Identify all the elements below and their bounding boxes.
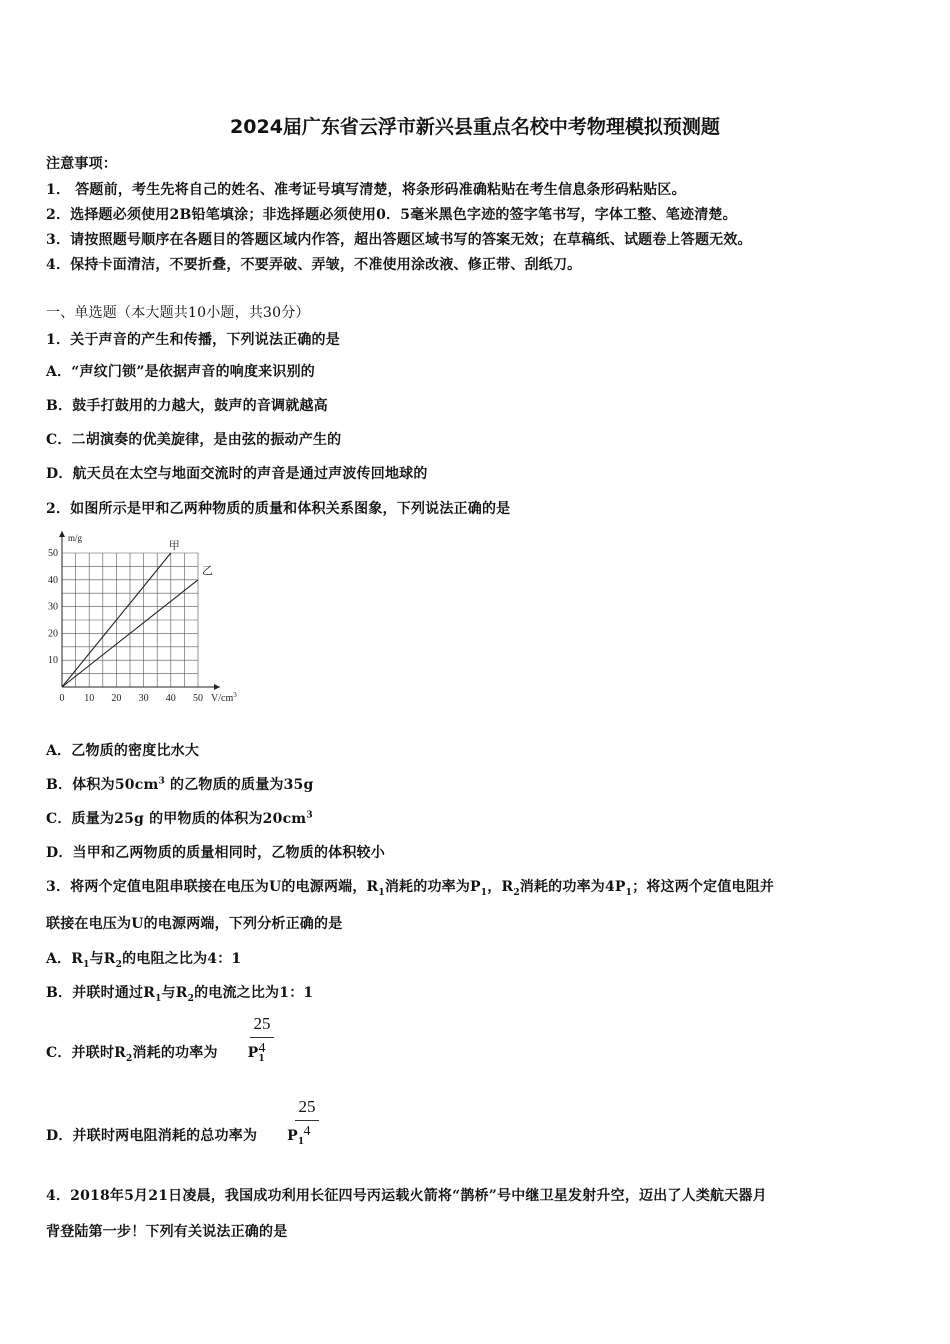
q3-a-mid: 与R <box>89 951 116 967</box>
q3-c-post: 消耗的功率为 <box>132 1045 218 1061</box>
q3-s1b: 消耗的功率为P <box>384 879 481 895</box>
notice-item-1: 1． 答题前，考生先将自己的姓名、准考证号填写清楚，将条形码准确粘贴在考生信息条形码粘贴区。 <box>46 182 686 198</box>
q3-b-post: 的电流之比为1：1 <box>194 985 314 1001</box>
q3-a-sub2: 2 <box>115 959 123 970</box>
q3-s1c: ，R <box>487 879 514 895</box>
q1-option-b: B．鼓手打鼓用的力越大，鼓声的音调就越高 <box>46 398 328 414</box>
q3-c-fraction <box>250 1014 274 1057</box>
y-axis-arrow <box>59 531 65 537</box>
x-tick-label: 40 <box>165 693 176 704</box>
q3-d-pre: D．并联时两电阻消耗的总功率为 <box>46 1128 258 1144</box>
notice-heading: 注意事项： <box>46 156 117 172</box>
q1-option-d: D．航天员在太空与地面交流时的声音是通过声波传回地球的 <box>46 466 428 482</box>
q3-c-frac-den: 4 <box>258 1041 266 1056</box>
y-tick-label: 10 <box>48 655 58 667</box>
q3-b-sub1: 1 <box>155 993 162 1004</box>
q2-option-b-pre: B．体积为50cm <box>46 777 159 793</box>
q3-s1d: 消耗的功率为4P <box>519 879 626 895</box>
q3-stem-line2: 联接在电压为U的电源两端，下列分析正确的是 <box>46 916 343 932</box>
section-heading: 一、单选题（本大题共10小题，共30分） <box>46 305 310 321</box>
q3-c-sub: 2 <box>125 1053 133 1064</box>
q2-option-b-sup: 3 <box>158 776 165 787</box>
q1-stem: 1．关于声音的产生和传播，下列说法正确的是 <box>46 332 340 348</box>
q2-option-a: A．乙物质的密度比水大 <box>46 743 200 759</box>
q3-b-sub2: 2 <box>187 993 195 1004</box>
y-tick-label: 40 <box>48 574 58 586</box>
q3-stem-line1 <box>46 876 774 896</box>
q3-b-mid: 与R <box>161 985 188 1001</box>
x-tick-label: 20 <box>111 693 122 704</box>
q3-c-pre: C．并联时R <box>46 1045 126 1061</box>
q3-s1a: 3．将两个定值电阻串联接在电压为U的电源两端，R <box>46 879 379 895</box>
page-title: 2024届广东省云浮市新兴县重点名校中考物理模拟预测题 <box>230 116 720 138</box>
q3-s1-sub4: 1 <box>625 887 633 898</box>
q3-a-pre: A．R <box>46 951 84 967</box>
q3-d-psub: 1 <box>297 1136 305 1147</box>
x-axis-label: $V/cm^3$ <box>211 691 237 704</box>
q3-option-d <box>46 1125 304 1145</box>
q2-option-b <box>46 774 313 794</box>
q3-d-frac-den: 4 <box>303 1124 311 1139</box>
q2-option-b-post: 的乙物质的质量为35g <box>164 777 314 793</box>
q2-stem: 2．如图所示是甲和乙两种物质的质量和体积关系图象，下列说法正确的是 <box>46 501 511 517</box>
q2-option-c-sup: 3 <box>306 810 313 821</box>
x-tick-label: 10 <box>84 693 95 704</box>
q3-c-frac-bar <box>250 1037 274 1038</box>
q3-s1e: ；将这两个定值电阻并 <box>632 879 775 895</box>
q3-a-sub1: 1 <box>83 959 90 970</box>
x-tick-label: 0 <box>59 693 65 704</box>
q3-option-a <box>46 948 241 968</box>
q1-option-a: A．“声纹门锁”是依据声音的响度来识别的 <box>46 364 315 380</box>
y-axis-label: m/g <box>68 533 83 543</box>
q2-option-c-pre: C．质量为25g 的甲物质的体积为20cm <box>46 811 307 827</box>
q3-c-frac-num: 25 <box>253 1014 271 1033</box>
q3-option-b <box>46 982 313 1002</box>
q3-s1-sub2: 1 <box>480 887 488 898</box>
q4-stem-line1: 4．2018年5月21日凌晨，我国成功利用长征四号丙运载火箭将“鹊桥”号中继卫星发射升空，迈出了人类航天器月 <box>46 1188 767 1204</box>
y-tick-label: 20 <box>48 628 58 640</box>
notice-item-4: 4．保持卡面清洁，不要折叠，不要弄破、弄皱，不准使用涂改液、修正带、刮纸刀。 <box>46 257 582 273</box>
notice-item-3: 3．请按照题号顺序在各题目的答题区域内作答，超出答题区域书写的答案无效；在草稿纸、试题卷上答题无效。 <box>46 232 752 248</box>
y-tick-label: 30 <box>48 601 58 613</box>
q3-s1-sub1: 1 <box>378 887 385 898</box>
q2-option-d: D．当甲和乙两物质的质量相同时，乙物质的体积较小 <box>46 845 385 861</box>
q3-c-psub: 1 <box>258 1053 265 1064</box>
q3-b-pre: B．并联时通过R <box>46 985 156 1001</box>
q3-d-fraction <box>295 1097 319 1140</box>
q3-d-p: P <box>287 1128 298 1144</box>
q3-d-frac-bar <box>295 1120 319 1121</box>
y-tick-label: 50 <box>48 548 58 559</box>
q1-option-c: C．二胡演奏的优美旋律，是由弦的振动产生的 <box>46 432 342 448</box>
q4-stem-line2: 背登陆第一步！下列有关说法正确的是 <box>46 1224 288 1240</box>
q2-option-c <box>46 808 313 828</box>
q3-d-frac-num: 25 <box>298 1097 316 1116</box>
q3-s1-sub3: 2 <box>513 887 520 898</box>
q3-a-post: 的电阻之比为4：1 <box>122 951 242 967</box>
x-tick-label: 30 <box>138 693 149 704</box>
mass-volume-chart <box>38 525 268 710</box>
series-label-1: 甲 <box>168 540 180 552</box>
series-label-2: 乙 <box>202 564 213 577</box>
x-axis-arrow <box>214 684 220 690</box>
q3-option-c <box>46 1042 265 1062</box>
x-tick-label: 50 <box>193 693 203 704</box>
notice-item-2: 2．选择题必须使用2B铅笔填涂；非选择题必须使用0．5毫米黑色字迹的签字笔书写，字体工整、笔迹清楚。 <box>46 207 737 223</box>
q3-c-p: P <box>247 1045 259 1061</box>
